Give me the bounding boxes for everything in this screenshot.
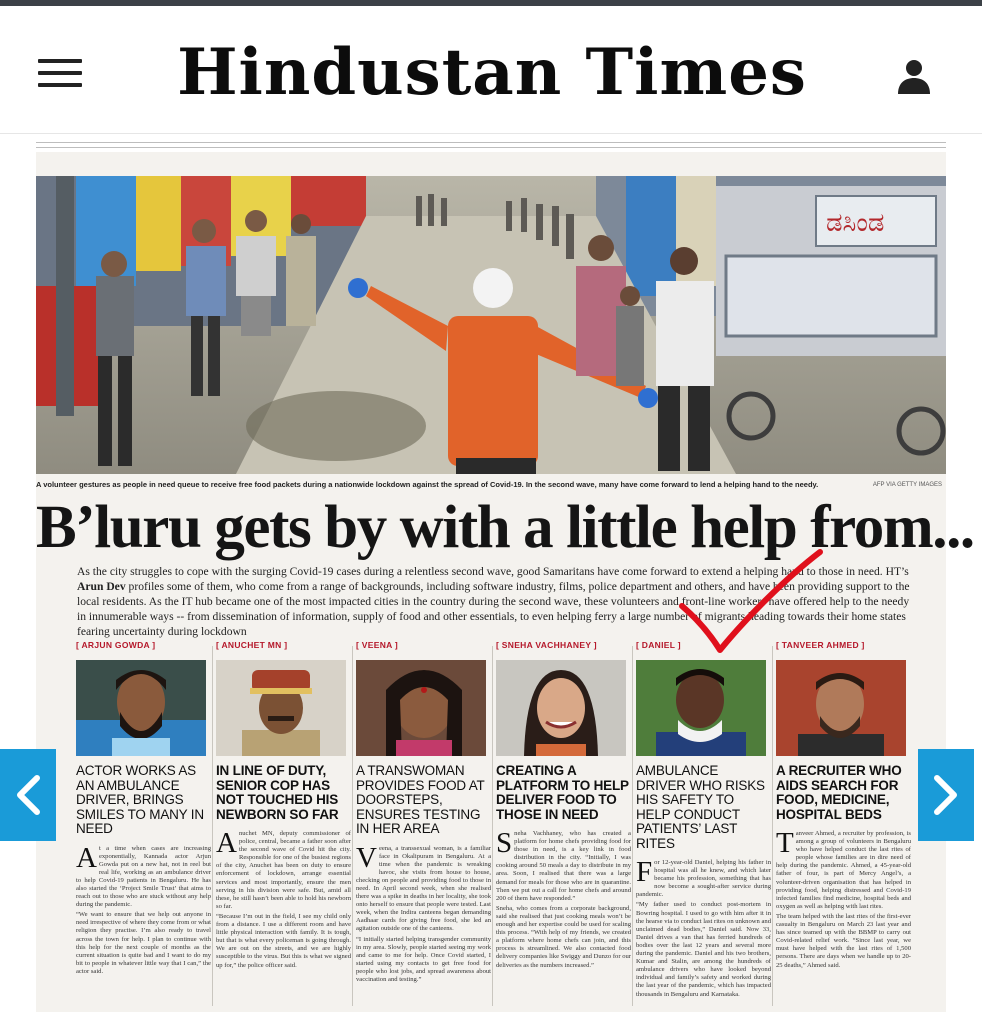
profile-portrait [76, 660, 206, 756]
article-standfirst: As the city struggles to cope with the surging Covid-19 cases during a relentless second wave, good Samaritans have come forward to extend a helping hand to those in need. HT’s Arun Dev profiles some of them, who come from a range of backgrounds, including software industry, films, police department and others, and have been providing support to the local residents. As the IT hub became one of the most impacted cities in the country during the second wave, these volunteers and front-line workers have offered help to the needy in innumerable ways -- from dissemination of information, supply of food and other essentials, to even helping ferry a large number of migrants heading towards their home states fearing uncertainty during lockdown [77, 565, 910, 638]
drop-cap: A [216, 830, 237, 859]
profile-card[interactable] [216, 640, 351, 1010]
column-divider [772, 646, 773, 1006]
menu-button[interactable] [38, 59, 82, 93]
profile-body: A t a time when cases are increasing exponentially, Kannada actor Arjun Gowda put on a new hat, not in reel but real life, working as an ambulance driver to help Covid-19 patients in Bengaluru. He has also started the ‘Project Smile Trust’ that aims to reach out to those who are stuck without any help during the pandemic. “We want to ensure that we help out anyone in need irrespective of where they come from or what religion they practise. I’m also ready to travel across the town for help. I plan to continue with this help for the next couple of months as the current situation is quite bad and I want to do my bit to people in whatever little way that I can,” the actor said. [76, 844, 211, 975]
drop-cap: F [636, 859, 653, 888]
divider [36, 142, 946, 143]
profile-card[interactable] [76, 640, 211, 1010]
photo-credit: AFP VIA GETTY IMAGES [872, 482, 942, 488]
column-divider [212, 646, 213, 1006]
profile-title: AMBULANCE DRIVER WHO RISKS HIS SAFETY TO HELP CONDUCT PATIENTS’ LAST RITES [636, 763, 765, 851]
photo-caption: A volunteer gestures as people in need queue to receive free food packets during a nationwide lockdown against the spread of Covid-19. In the second wave, many have come forward to lend a helping hand to the needy. [36, 480, 819, 489]
chevron-right-icon [931, 775, 961, 815]
profile-byline: [ DANIEL ] [636, 640, 681, 650]
profile-card[interactable] [356, 640, 491, 1010]
profile-portrait [636, 660, 766, 756]
svg-text:ಡಸಿಂಡ: ಡಸಿಂಡ [826, 208, 885, 238]
profile-body: T anveer Ahmed, a recruiter by profession, is among a group of volunteers in Bengaluru who have helped conduct the last rites of people whose families are in dire need of help during the pandemic. Ahmed, a 45-year-old father of four, is part of Mercy Angel’s, a volunteer-driven organisation that has helped in providing food, helping distressed and Covid-19 infected families find medicine, hospital beds and oxygen as well as helping with last rites. The team helped with the last rites of the first-ever casualty in Bengaluru on March 23 last year and has since teamed up with the BBMP to carry out Covid-related relief work. “Since last year, we must have helped with the last rites of 1,500 persons. There are days when we handle up to 20-25 deaths,” Ahmed said. [776, 830, 911, 969]
profile-byline: [ SNEHA VACHHANEY ] [496, 640, 597, 650]
profile-title: ACTOR WORKS AS AN AMBULANCE DRIVER, BRINGS SMILES TO MANY IN NEED [76, 763, 204, 836]
drop-cap: S [496, 830, 513, 859]
profile-byline: [ VEENA ] [356, 640, 399, 650]
profile-portrait [216, 660, 346, 756]
carousel-prev-button[interactable] [0, 749, 56, 841]
article-headline: B’luru gets by with a little help from... [36, 494, 974, 561]
user-icon [894, 56, 934, 96]
column-divider [352, 646, 353, 1006]
carousel-next-button[interactable] [918, 749, 974, 841]
profile-body: V eena, a transsexual woman, is a familiar face in Okalipuram in Bengaluru. At a time when the pandemic is wreaking havoc, she visits from house to house, checking on people and providing food to those in need. In April second week, when she realised there was a spike in deaths in her locality, she took onto herself to ensure that people were tested. Last week, when the Indira canteens began demanding Aadhaar cards for giving free food, she led an agitation outside one of the canteens. “I initially started helping transgender community in my area. Slowly, people started seeing my work and came to me for help. Once Covid started, I started using my contacts to get free food for people who lost jobs, and spread awareness about vaccination and testing.” [356, 844, 491, 983]
profile-title: CREATING A PLATFORM TO HELP DELIVER FOOD TO THOSE IN NEED [496, 763, 629, 822]
profile-title: A TRANSWOMAN PROVIDES FOOD AT DOORSTEPS, ENSURES TESTING IN HER AREA [356, 763, 485, 836]
author-name: Arun Dev [77, 580, 126, 593]
profile-byline: [ ARJUN GOWDA ] [76, 640, 156, 650]
site-header [0, 6, 982, 134]
drop-cap: T [776, 830, 794, 859]
chevron-left-icon [13, 775, 43, 815]
lead-photo [36, 176, 946, 474]
profile-body: A nuchet MN, deputy commissioner of police, central, became a father soon after the second wave of Covid hit the city. Responsible for one of the busiest regions of the city, Anuchet has been on duty to ensure enforcement of lockdown, arrange essential services and most importantly, ensure the men serving in his division were safe. But, amid all these, he still hasn’t been able to hold his newborn so far. “Because I’m out in the field, I see my child only from a distance. I use a different room and have little physical interaction with family. It is tough, but that is what every policeman is going through. We are out on the streets, and we are highly susceptible to the virus. But this is what we signed up for,” the police officer said. [216, 830, 351, 969]
profile-portrait [496, 660, 626, 756]
site-logo[interactable]: Hindustan Times [177, 35, 807, 110]
profile-portrait [776, 660, 906, 756]
drop-cap: V [356, 844, 377, 874]
profile-body: F or 12-year-old Daniel, helping his father in hospital was all he knew, and which later became his profession, something that has now become a sought-after service during pandemic. “My father used to conduct post-mortem in Bowring hospital. I used to go with him after it in the hearse via to conduct last rites on unknown and unclaimed dead bodies,” Daniel said. Now 33, Daniel drives a van that has ferried hundreds of bodies over the last 12 years and several more during the pandemic. Daniel and his two brothers, Kumar and Stalin, are among the hundreds of ambulance drivers who have looked beyond individual and family’s safety and worked during the last year of the pandemic, which has impacted thousands in Bengaluru and Karnataka. [636, 859, 771, 998]
profile-body: S neha Vachhaney, who has created a platform for home chefs providing food for those in need, is a key link in food distribution in the city. “Initially, I was cooking around 50 meals a day to distribute in my area. Soon, I realised that there was a large demand for meals for those who are in quarantine. Then we put out a call for home chefs and around 200 of them have responded.” Sneha, who comes from a corporate background, said she realised that just cooking meals won’t be enough and her expertise could be used for scaling this process. “With help of my friends, we created a platform where home chefs can join, and this process is streamlined. We also contacted food delivery companies like Swiggy and Dunzo for our deliveries as the numbers increased.” [496, 830, 631, 969]
profile-card[interactable] [496, 640, 631, 1010]
profile-portrait [356, 660, 486, 756]
menu-icon [38, 59, 82, 63]
divider [36, 147, 946, 148]
profile-title: A RECRUITER WHO AIDS SEARCH FOR FOOD, MEDICINE, HOSPITAL BEDS [776, 763, 902, 822]
drop-cap: A [76, 844, 97, 874]
column-divider [632, 646, 633, 1006]
profile-card[interactable] [636, 640, 771, 1010]
profile-title: IN LINE OF DUTY, SENIOR COP HAS NOT TOUCHED HIS NEWBORN SO FAR [216, 763, 339, 822]
column-divider [492, 646, 493, 1006]
profile-card[interactable] [776, 640, 911, 1010]
profile-byline: [ TANVEER AHMED ] [776, 640, 865, 650]
account-button[interactable] [894, 56, 934, 96]
profile-byline: [ ANUCHET MN ] [216, 640, 288, 650]
